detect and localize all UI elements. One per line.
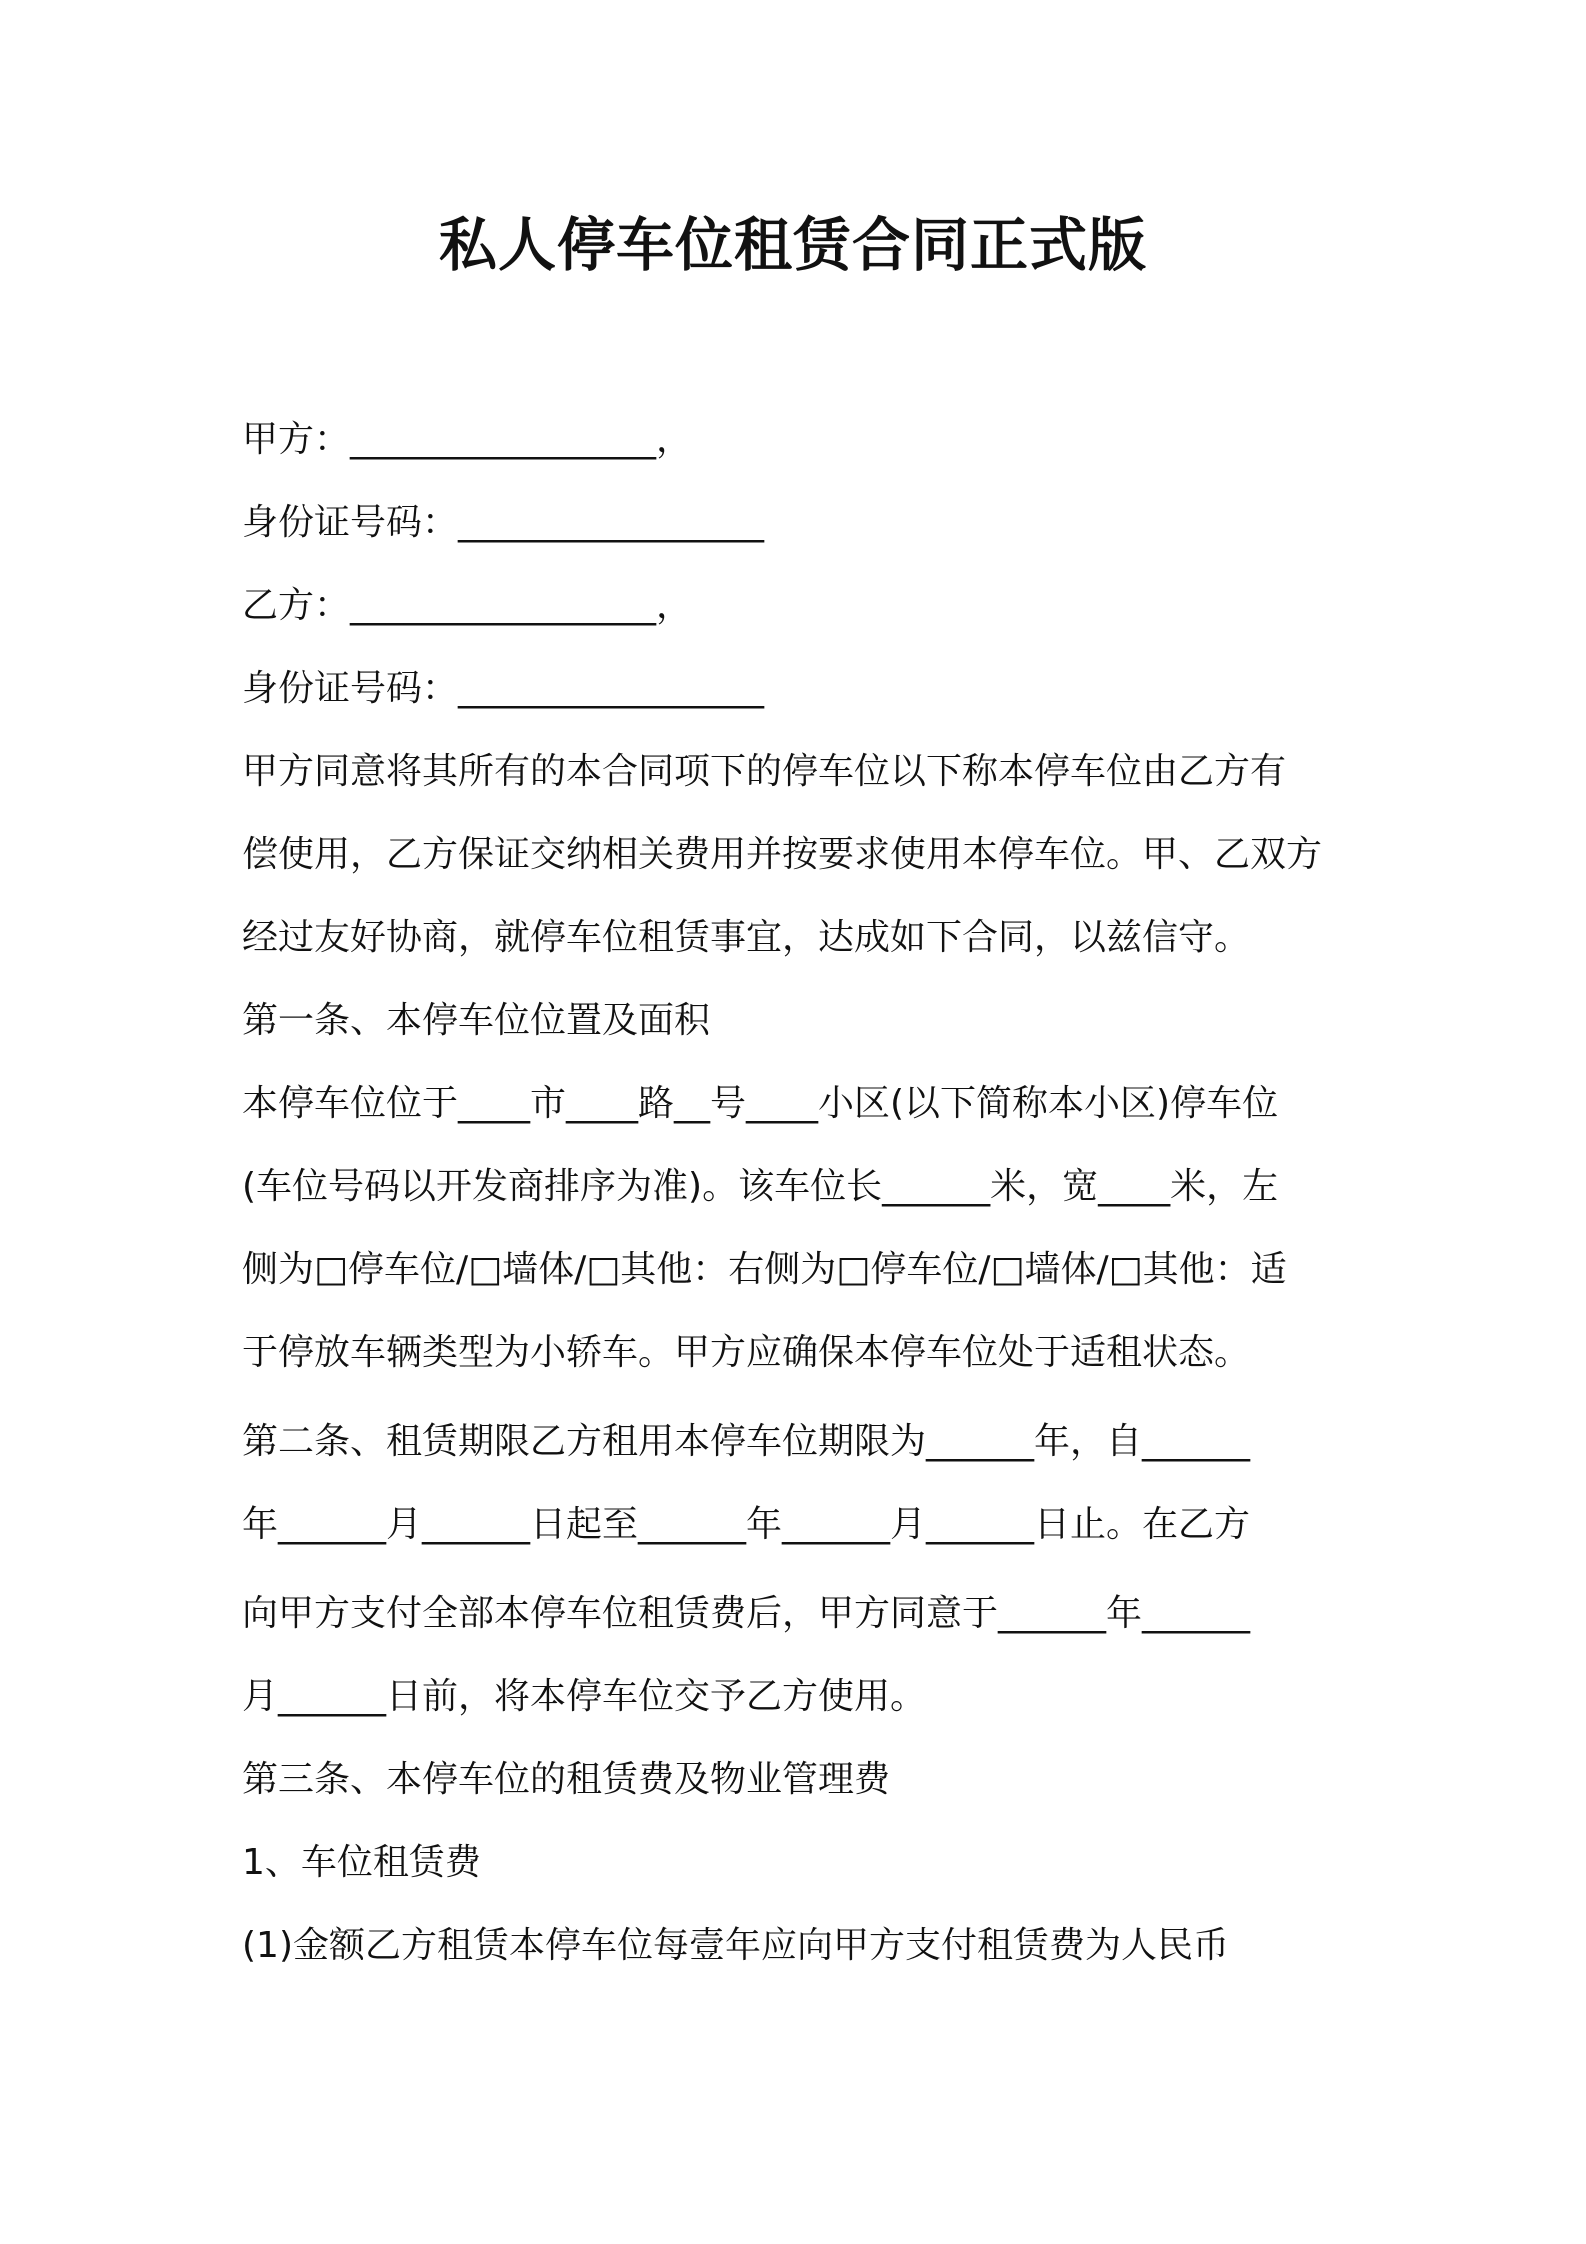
article-1-line-4: 于停放车辆类型为小轿车。甲方应确保本停车位处于适租状态。: [242, 1332, 1251, 1373]
article-1-line-2: (车位号码以开发商排序为准)。该车位长______米，宽____米，左: [242, 1166, 1279, 1207]
document-title: 私人停车位租赁合同正式版: [438, 211, 1147, 279]
party-a-id-line: 身份证号码：_________________: [242, 502, 765, 543]
intro-paragraph-line-3: 经过友好协商，就停车位租赁事宜，达成如下合同，以兹信守。: [242, 917, 1251, 958]
party-b-line: 乙方：_________________，: [242, 585, 693, 626]
article-1-line-1: 本停车位位于____市____路__号____小区(以下简称本小区)停车位: [242, 1083, 1279, 1124]
intro-paragraph-line-2: 偿使用，乙方保证交纳相关费用并按要求使用本停车位。甲、乙双方: [242, 834, 1323, 875]
article-3-item-1-sub-1: (1)金额乙方租赁本停车位每壹年应向甲方支付租赁费为人民币: [242, 1925, 1229, 1966]
article-2-line-3: 向甲方支付全部本停车位租赁费后，甲方同意于______年______: [242, 1593, 1251, 1634]
article-1-line-3: 侧为□停车位/□墙体/□其他：右侧为□停车位/□墙体/□其他：适: [242, 1249, 1287, 1290]
intro-paragraph-line-1: 甲方同意将其所有的本合同项下的停车位以下称本停车位由乙方有: [242, 751, 1287, 792]
article-2-line-1: 第二条、租赁期限乙方租用本停车位期限为______年，自______: [242, 1421, 1251, 1462]
party-b-id-line: 身份证号码：_________________: [242, 668, 765, 709]
article-1-heading: 第一条、本停车位位置及面积: [242, 1000, 711, 1041]
article-2-line-4: 月______日前，将本停车位交予乙方使用。: [242, 1676, 927, 1717]
article-3-item-1: 1、车位租赁费: [242, 1842, 481, 1883]
article-3-heading: 第三条、本停车位的租赁费及物业管理费: [242, 1759, 891, 1800]
party-a-line: 甲方：_________________，: [242, 419, 693, 460]
article-2-line-2: 年______月______日起至______年______月______日止。在乙方: [242, 1504, 1251, 1545]
